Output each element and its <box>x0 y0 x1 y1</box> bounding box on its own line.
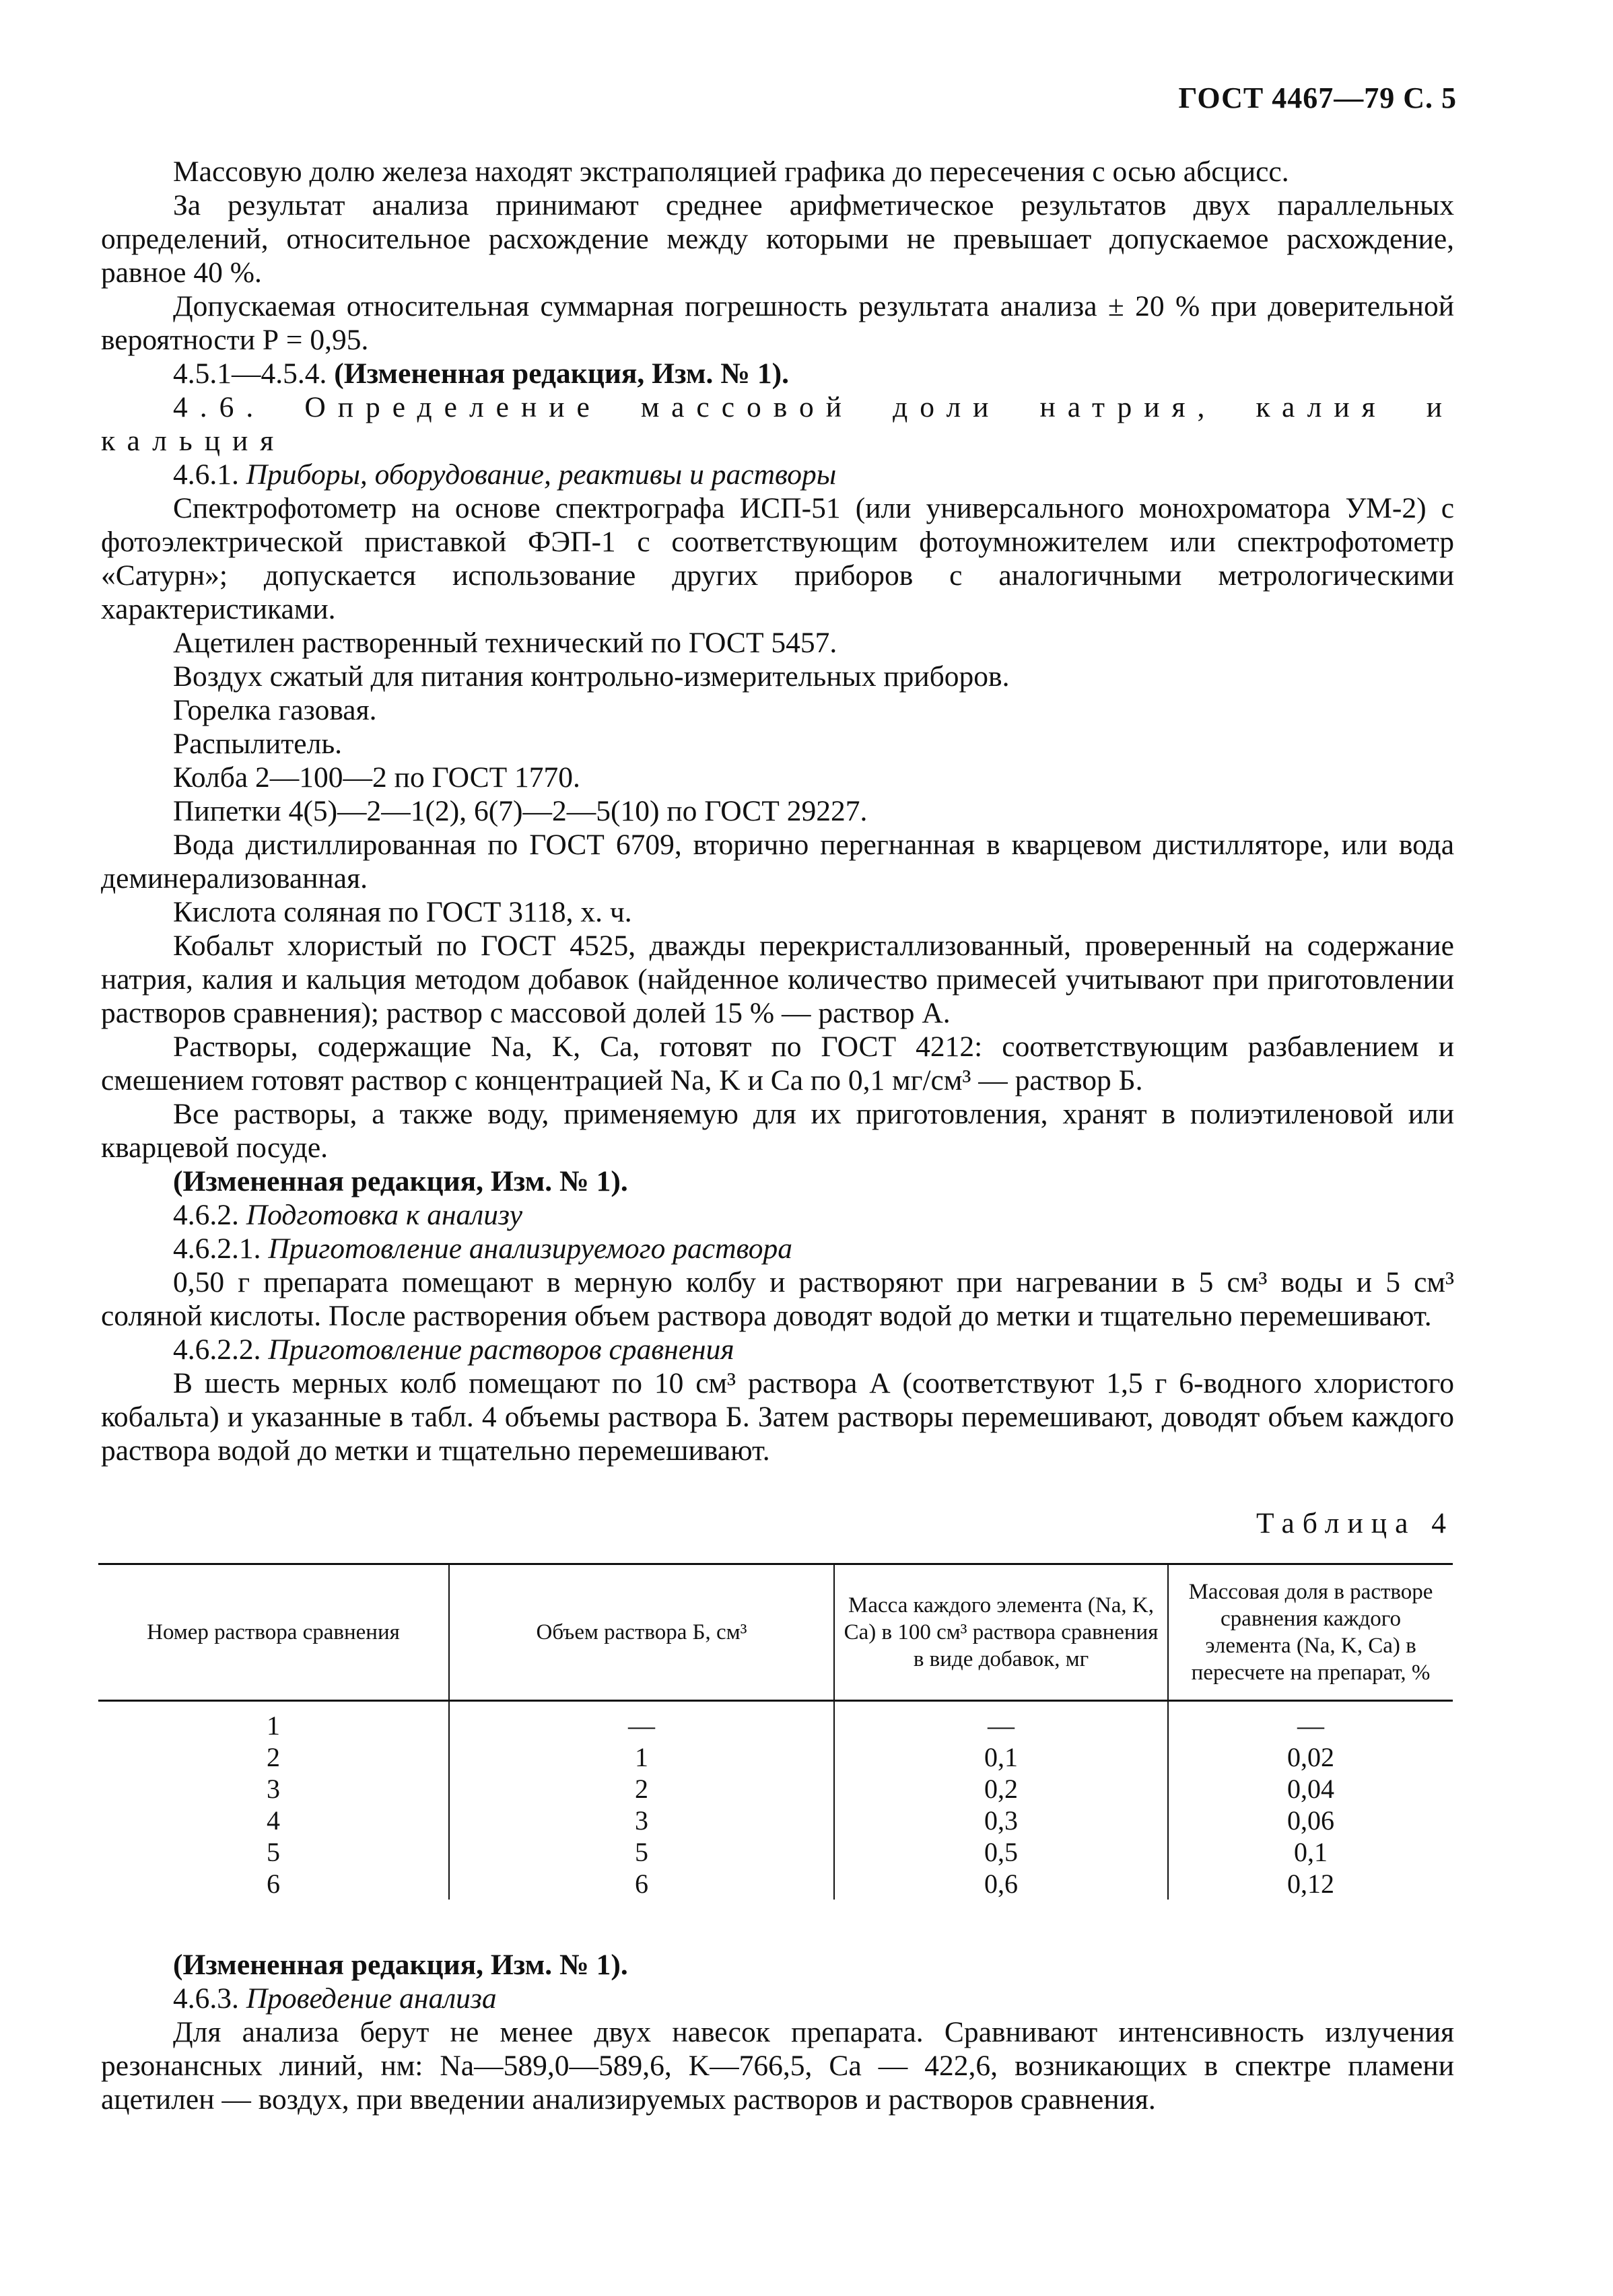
amendment-note: (Измененная редакция, Изм. № 1). <box>173 1165 628 1197</box>
clause-number: 4.6.3. <box>173 1982 246 2015</box>
section-title: Приготовление растворов сравнения <box>268 1333 734 1366</box>
clause-number: 4.6.2. <box>173 1199 246 1231</box>
paragraph: За результат анализа принимают среднее арифметическое результатов двух параллельных определений, относительное расхождение между которыми не превышает допускаемое расхождение, равное 40 %. <box>101 189 1454 289</box>
paragraph: Колба 2—100—2 по ГОСТ 1770. <box>173 761 580 794</box>
table-cell: 4 <box>267 1805 280 1836</box>
table-row <box>98 1805 1453 1836</box>
table-cell: — <box>834 1701 1168 1742</box>
table-row <box>98 1836 1453 1868</box>
page-header: ГОСТ 4467—79 С. 5 <box>1178 81 1457 114</box>
table-row <box>98 1741 1453 1773</box>
paragraph: Горелка газовая. <box>173 694 377 726</box>
table-cell: 0,12 <box>1168 1868 1453 1900</box>
table-cell: 0,1 <box>834 1741 1168 1773</box>
table-cell: 5 <box>449 1836 834 1868</box>
table-cell: 0,02 <box>1168 1741 1453 1773</box>
table-cell: 0,5 <box>834 1836 1168 1868</box>
paragraph: Кислота соляная по ГОСТ 3118, х. ч. <box>173 896 632 928</box>
amendment-note: (Измененная редакция, Изм. № 1). <box>334 357 789 390</box>
paragraph: 0,50 г препарата помещают в мерную колбу и растворяют при нагревании в 5 см³ воды и 5 см³ соляной кислоты. После растворения объем раствора доводят водой до метки и тщательно перемешивают. <box>101 1266 1454 1332</box>
paragraph: Спектрофотометр на основе спектрографа ИСП-51 (или универсального монохроматора УМ-2) с фотоэлектрической приставкой ФЭП-1 с соответствующим фотоумножителем или спектрофотометр «Сатурн»; допускается использование других приборов с аналогичными метрологическими характеристиками. <box>101 492 1454 625</box>
table-4 <box>98 1563 1453 1900</box>
paragraph <box>101 1164 1454 1198</box>
paragraph: Кобальт хлористый по ГОСТ 4525, дважды перекристаллизованный, проверенный на содержание натрия, калия и кальция методом добавок (найденное количество примесей учитывают при приготовлении растворов сравнения); раствор с массовой долей 15 % — раствор А. <box>101 930 1454 1029</box>
paragraph: Вода дистиллированная по ГОСТ 6709, вторично перегнанная в кварцевом дистилляторе, или вода деминерализованная. <box>101 829 1454 895</box>
clause-number: 4.6.2.2. <box>173 1333 269 1366</box>
paragraph: Пипетки 4(5)—2—1(2), 6(7)—2—5(10) по ГОСТ 29227. <box>173 795 868 827</box>
table-cell: 6 <box>267 1869 280 1899</box>
table-cell: — <box>449 1701 834 1742</box>
table-cell: 1 <box>449 1741 834 1773</box>
text-section-before-table <box>101 155 1454 1467</box>
column-header: Масса каждого элемента (Na, K, Ca) в 100 см³ раствора сравнения в виде добавок, мг <box>834 1564 1168 1701</box>
table-row <box>98 1868 1453 1900</box>
table-cell: 0,6 <box>834 1868 1168 1900</box>
table-header-row <box>98 1564 1453 1701</box>
amendment-note: (Измененная редакция, Изм. № 1). <box>173 1949 628 1981</box>
section-title: Проведение анализа <box>246 1982 497 2015</box>
column-header: Массовая доля в растворе сравнения каждого элемента (Na, K, Ca) в пересчете на препарат, % <box>1168 1564 1453 1701</box>
paragraph <box>101 1232 1454 1265</box>
clause-number: 4.6.1. <box>173 458 246 491</box>
text-section-after-table <box>101 1948 1454 2116</box>
paragraph: 4.6. Определение массовой доли натрия, калия и кальция <box>101 391 1454 457</box>
table-cell: 0,04 <box>1168 1773 1453 1805</box>
table-cell: 0,06 <box>1168 1805 1453 1836</box>
table-row <box>98 1773 1453 1805</box>
paragraph: Растворы, содержащие Na, K, Ca, готовят по ГОСТ 4212: соответствующим разбавлением и смешением готовят раствор с концентрацией Na, K и Ca по 0,1 мг/см³ — раствор Б. <box>101 1031 1454 1097</box>
table-body <box>98 1701 1453 1900</box>
column-header: Номер раствора сравнения <box>98 1564 449 1701</box>
table-cell: 3 <box>449 1805 834 1836</box>
paragraph <box>101 1198 1454 1232</box>
paragraph <box>101 1948 1454 1982</box>
section-title: Приготовление анализируемого раствора <box>268 1232 793 1265</box>
table-cell: 0,1 <box>1168 1836 1453 1868</box>
paragraph: Ацетилен растворенный технический по ГОСТ 5457. <box>173 627 837 659</box>
table-cell: 2 <box>449 1773 834 1805</box>
clause-number: 4.5.1—4.5.4. <box>173 357 335 390</box>
table-cell: 3 <box>267 1774 280 1804</box>
document-body <box>101 155 1454 2116</box>
paragraph: Допускаемая относительная суммарная погрешность результата анализа ± 20 % при доверительной вероятности Р = 0,95. <box>101 290 1454 356</box>
paragraph: Воздух сжатый для питания контрольно-измерительных приборов. <box>173 660 1010 693</box>
paragraph <box>101 1333 1454 1366</box>
column-header: Объем раствора Б, см³ <box>449 1564 834 1701</box>
table-cell: — <box>1168 1701 1453 1742</box>
paragraph: В шесть мерных колб помещают по 10 см³ раствора А (соответствуют 1,5 г 6-водного хлористого кобальта) и указанные в табл. 4 объемы раствора Б. Затем растворы перемешивают, доводят объем каждого раствора водой до метки и тщательно перемешивают. <box>101 1367 1454 1467</box>
paragraph <box>101 1982 1454 2015</box>
paragraph: Для анализа берут не менее двух навесок препарата. Сравнивают интенсивность излучения резонансных линий, нм: Na—589,0—589,6, K—766,5, Ca — 422,6, возникающих в спектре пламени ацетилен — воздух, при введении анализируемых растворов и растворов сравнения. <box>101 2016 1454 2116</box>
paragraph <box>101 458 1454 491</box>
table-cell: 0,3 <box>834 1805 1168 1836</box>
table-cell: 6 <box>449 1868 834 1900</box>
clause-number: 4.6.2.1. <box>173 1232 269 1265</box>
table-cell: 5 <box>267 1837 280 1867</box>
table-cell: 0,2 <box>834 1773 1168 1805</box>
table-row <box>98 1701 1453 1742</box>
section-title: Подготовка к анализу <box>246 1199 523 1231</box>
table-cell: 1 <box>267 1710 280 1741</box>
paragraph: Распылитель. <box>173 728 343 760</box>
section-title: Приборы, оборудование, реактивы и растворы <box>246 458 837 491</box>
paragraph <box>101 357 1454 390</box>
table-caption: Таблица 4 <box>1256 1507 1454 1539</box>
table-cell: 2 <box>267 1742 280 1772</box>
paragraph: Массовую долю железа находят экстраполяцией графика до пересечения с осью абсцисс. <box>173 155 1289 188</box>
paragraph: Все растворы, а также воду, применяемую для их приготовления, хранят в полиэтиленовой или кварцевой посуде. <box>101 1098 1454 1164</box>
